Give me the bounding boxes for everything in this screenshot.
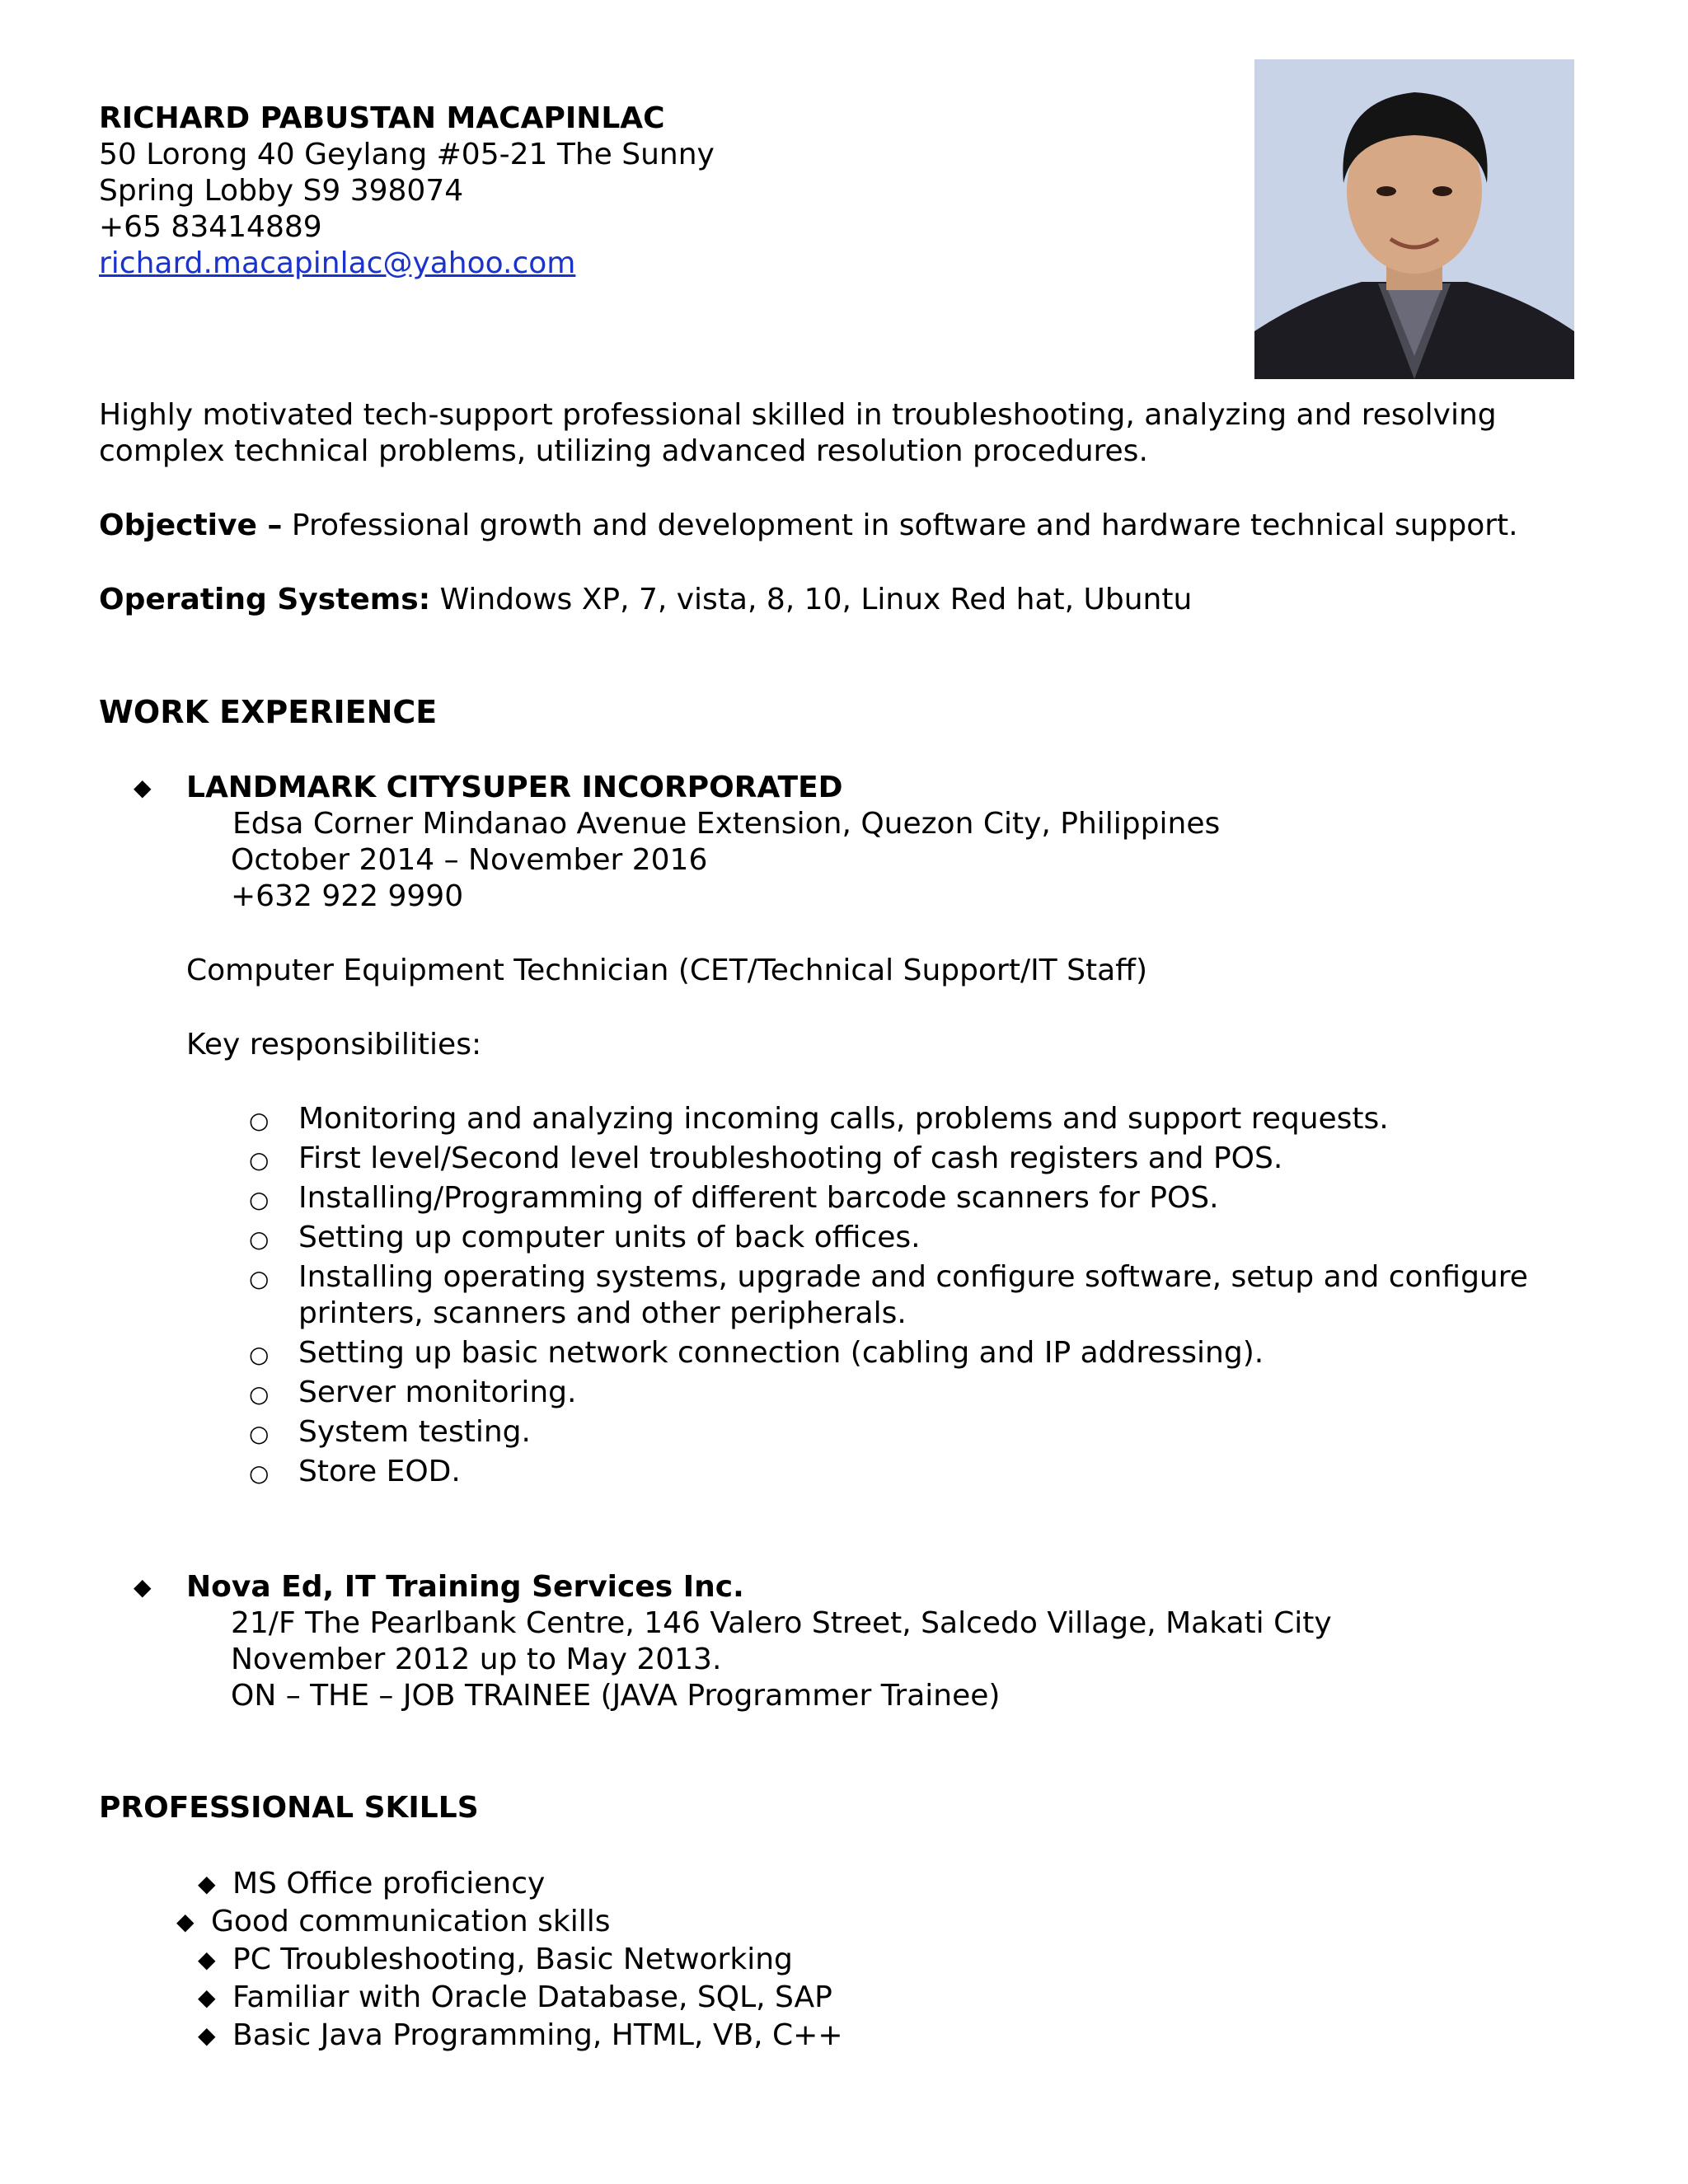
circle-bullet-icon: ○	[249, 1380, 270, 1408]
job-2-title: ON – THE – JOB TRAINEE (JAVA Programmer Trainee)	[231, 1679, 1001, 1713]
os-label: Operating Systems:	[99, 583, 431, 616]
job-1-company: LANDMARK CITYSUPER INCORPORATED	[186, 771, 843, 804]
job-1-title: Computer Equipment Technician (CET/Technical Support/IT Staff)	[186, 954, 1147, 987]
objective-text: Professional growth and development in software and hardware technical support.	[291, 509, 1518, 542]
circle-bullet-icon: ○	[249, 1186, 270, 1213]
email-link[interactable]: richard.macapinlac@yahoo.com	[99, 246, 576, 280]
address-line-1: 50 Lorong 40 Geylang #05-21 The Sunny	[99, 138, 715, 171]
skill-item: Familiar with Oracle Database, SQL, SAP	[232, 1980, 832, 2014]
os-text: Windows XP, 7, vista, 8, 10, Linux Red hat, Ubuntu	[439, 583, 1193, 616]
job-1-dates: October 2014 – November 2016	[231, 843, 708, 877]
circle-bullet-icon: ○	[249, 1107, 270, 1134]
key-responsibilities-label: Key responsibilities:	[186, 1028, 482, 1062]
diamond-bullet-icon: ◆	[176, 1908, 195, 1935]
profile-photo	[1254, 59, 1574, 379]
responsibility-item: Installing operating systems, upgrade and configure software, setup and configure	[298, 1260, 1528, 1294]
job-1-address: Edsa Corner Mindanao Avenue Extension, Quezon City, Philippines	[232, 807, 1221, 841]
circle-bullet-icon: ○	[249, 1146, 270, 1174]
circle-bullet-icon: ○	[249, 1460, 270, 1487]
address-line-2: Spring Lobby S9 398074	[99, 174, 464, 208]
circle-bullet-icon: ○	[249, 1265, 270, 1292]
job-2-company: Nova Ed, IT Training Services Inc.	[186, 1570, 744, 1604]
circle-bullet-icon: ○	[249, 1226, 270, 1253]
operating-systems	[99, 582, 1192, 618]
professional-skills-heading: PROFESSIONAL SKILLS	[99, 1791, 479, 1825]
diamond-bullet-icon: ◆	[198, 1984, 216, 2011]
responsibility-item: Monitoring and analyzing incoming calls, problems and support requests.	[298, 1102, 1389, 1136]
responsibility-item: Store EOD.	[298, 1455, 461, 1488]
objective	[99, 508, 1518, 544]
diamond-bullet-icon: ◆	[198, 1946, 216, 1973]
diamond-bullet-icon: ◆	[134, 1573, 152, 1601]
diamond-bullet-icon: ◆	[134, 774, 152, 801]
work-experience-heading: WORK EXPERIENCE	[99, 694, 438, 730]
responsibility-item: Setting up basic network connection (cabling and IP addressing).	[298, 1336, 1264, 1370]
circle-bullet-icon: ○	[249, 1341, 270, 1368]
applicant-name: RICHARD PABUSTAN MACAPINLAC	[99, 101, 665, 135]
diamond-bullet-icon: ◆	[198, 1870, 216, 1897]
responsibility-item-continued: printers, scanners and other peripherals.	[298, 1296, 907, 1330]
skill-item: Good communication skills	[211, 1905, 611, 1938]
job-1-phone: +632 922 9990	[231, 879, 464, 913]
job-2-dates: November 2012 up to May 2013.	[231, 1643, 722, 1676]
summary-line-2: complex technical problems, utilizing advanced resolution procedures.	[99, 434, 1148, 468]
phone-number: +65 83414889	[99, 210, 322, 244]
skill-item: PC Troubleshooting, Basic Networking	[232, 1943, 793, 1976]
responsibility-item: Setting up computer units of back offices.	[298, 1221, 921, 1254]
responsibility-item: System testing.	[298, 1415, 531, 1449]
responsibility-item: Server monitoring.	[298, 1376, 577, 1409]
responsibility-item: Installing/Programming of different barcode scanners for POS.	[298, 1181, 1219, 1215]
summary-line-1: Highly motivated tech-support professional skilled in troubleshooting, analyzing and resolving	[99, 398, 1497, 432]
diamond-bullet-icon: ◆	[198, 2022, 216, 2049]
skill-item: MS Office proficiency	[232, 1867, 546, 1900]
responsibility-item: First level/Second level troubleshooting of cash registers and POS.	[298, 1141, 1283, 1175]
circle-bullet-icon: ○	[249, 1420, 270, 1447]
skill-item: Basic Java Programming, HTML, VB, C++	[232, 2018, 843, 2052]
objective-label: Objective –	[99, 509, 283, 542]
job-2-address: 21/F The Pearlbank Centre, 146 Valero Street, Salcedo Village, Makati City	[231, 1606, 1332, 1640]
